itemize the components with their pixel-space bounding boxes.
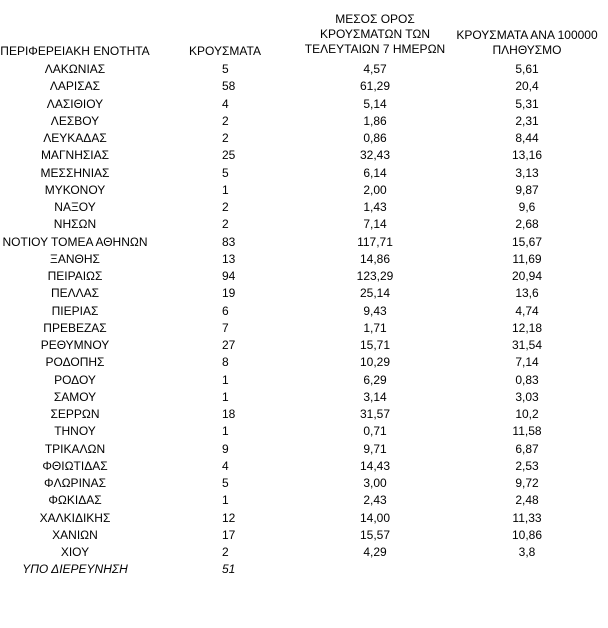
cases-cell: 1 [222, 372, 229, 387]
avg-cell: 14,43 [359, 458, 391, 473]
header-seven-day-average [300, 12, 450, 57]
per-100000-cell: 7,14 [515, 355, 539, 370]
region-cell: ΦΩΚΙΔΑΣ [48, 493, 102, 508]
avg-cell: 25,14 [359, 286, 391, 301]
cases-cell: 1 [222, 424, 229, 439]
region-cell: ΛΕΥΚΑΔΑΣ [43, 131, 107, 145]
cases-cell: 1 [222, 493, 229, 508]
cases-cell: 4 [222, 458, 229, 473]
header-per-line-2: ΠΛΗΘΥΣΜΟ [492, 43, 562, 57]
region-cell: ΡΟΔΟΠΗΣ [45, 355, 105, 370]
cases-cell: 2 [222, 217, 229, 232]
region-cell: ΦΘΙΩΤΙΔΑΣ [42, 458, 108, 473]
avg-cell: 14,00 [359, 510, 391, 525]
avg-cell: 4,29 [363, 545, 387, 559]
avg-cell: 1,86 [363, 113, 387, 128]
cases-cell: 7 [222, 320, 229, 335]
region-cell: ΜΕΣΣΗΝΙΑΣ [40, 165, 110, 180]
per-100000-cell: 4,74 [515, 303, 539, 318]
cases-cell: 1 [222, 182, 229, 197]
cases-cell: 25 [222, 148, 236, 163]
avg-cell: 6,29 [363, 372, 387, 387]
cases-cell: 94 [222, 269, 236, 283]
avg-cell: 14,86 [359, 251, 391, 266]
avg-cell: 15,71 [359, 338, 391, 352]
region-cell: ΠΕΛΛΑΣ [50, 286, 100, 301]
header-avg-line-2: ΚΡΟΥΣΜΑΤΩΝ ΤΩΝ [319, 27, 431, 41]
table-row [0, 527, 608, 544]
region-cell: ΠΙΕΡΙΑΣ [51, 303, 99, 318]
per-100000-cell: 13,6 [515, 286, 539, 301]
per-100000-cell: 11,58 [512, 424, 542, 439]
table-row [0, 441, 608, 458]
region-cell: ΤΗΝΟΥ [54, 424, 96, 439]
region-cell: ΣΕΡΡΩΝ [50, 407, 100, 421]
cases-cell: 12 [222, 510, 236, 525]
table-row [0, 303, 608, 320]
cases-cell: 58 [222, 79, 236, 94]
avg-cell: 32,43 [359, 148, 391, 163]
table-row [0, 458, 608, 475]
cases-cell: 5 [222, 62, 229, 76]
region-cell: ΡΕΘΥΜΝΟΥ [40, 338, 110, 352]
table-row [0, 285, 608, 302]
cases-cell: 13 [222, 251, 236, 266]
table-row [0, 354, 608, 371]
region-cell: ΜΑΓΝΗΣΙΑΣ [40, 148, 110, 163]
region-cell: ΜΥΚΟΝΟΥ [44, 182, 106, 197]
cases-cell: 9 [222, 441, 229, 456]
per-100000-cell: 20,4 [515, 79, 539, 94]
region-cell: ΝΗΣΩΝ [53, 217, 97, 232]
region-cell: ΛΑΣΙΘΙΟΥ [46, 96, 104, 111]
avg-cell: 15,57 [359, 527, 391, 542]
cases-cell: 4 [222, 96, 229, 111]
per-100000-cell: 31,54 [511, 338, 543, 352]
region-cell: ΛΕΣΒΟΥ [50, 113, 100, 128]
per-100000-cell: 0,83 [515, 372, 539, 387]
avg-cell: 2,43 [363, 493, 387, 508]
cases-cell: 18 [222, 407, 236, 421]
per-100000-cell: 8,44 [515, 131, 539, 145]
table-row [0, 113, 608, 130]
per-100000-cell: 3,8 [518, 545, 536, 559]
header-avg-line-3: ΤΕΛΕΥΤΑΙΩΝ 7 ΗΜΕΡΩΝ [304, 42, 446, 56]
per-100000-cell: 3,03 [515, 389, 539, 404]
table-row [0, 320, 608, 337]
per-100000-cell: 11,33 [512, 510, 542, 525]
cases-cell: 2 [222, 113, 229, 128]
under-investigation-label: ΥΠΟ ΔΙΕΡΕΥΝΗΣΗ [22, 562, 128, 577]
per-100000-cell: 6,87 [515, 441, 539, 456]
avg-cell: 6,14 [363, 165, 387, 180]
per-100000-cell: 2,53 [515, 458, 539, 473]
per-100000-cell: 10,2 [515, 407, 539, 421]
per-100000-cell: 20,94 [511, 269, 543, 283]
region-cell: ΡΟΔΟΥ [54, 372, 96, 387]
cases-cell: 6 [222, 303, 229, 318]
table-row [0, 251, 608, 268]
table-row [0, 130, 608, 147]
per-100000-cell: 11,69 [512, 251, 542, 266]
table-row [0, 337, 608, 354]
cases-cell: 2 [222, 200, 229, 214]
per-100000-cell: 13,16 [511, 148, 543, 163]
region-cell: ΞΑΝΘΗΣ [50, 251, 100, 266]
region-cell: ΛΑΡΙΣΑΣ [49, 79, 101, 94]
per-100000-cell: 2,31 [515, 113, 539, 128]
region-cell: ΠΡΕΒΕΖΑΣ [43, 320, 107, 335]
header-region: ΠΕΡΙΦΕΡΕΙΑΚΗ ΕΝΟΤΗΤΑ [0, 44, 150, 58]
table-row [0, 475, 608, 492]
table-row [0, 544, 608, 561]
per-100000-cell: 9,6 [518, 200, 536, 214]
header-cases-per-100000 [446, 28, 608, 58]
avg-cell: 0,86 [363, 131, 387, 145]
cases-cell: 1 [222, 389, 229, 404]
cases-cell: 5 [222, 476, 229, 490]
avg-cell: 123,29 [356, 269, 394, 283]
region-cell: ΧΙΟΥ [60, 545, 90, 559]
per-100000-cell: 2,68 [515, 217, 539, 232]
table-row [0, 492, 608, 509]
per-100000-cell: 9,72 [515, 476, 539, 490]
under-investigation-row [0, 561, 608, 578]
table-row [0, 78, 608, 95]
under-investigation-cases: 51 [222, 562, 236, 577]
avg-cell: 1,71 [363, 320, 387, 335]
avg-cell: 10,29 [359, 355, 391, 370]
avg-cell: 7,14 [363, 217, 387, 232]
avg-cell: 1,43 [363, 200, 387, 214]
header-cases: ΚΡΟΥΣΜΑΤΑ [189, 44, 261, 58]
avg-cell: 117,71 [357, 234, 393, 249]
avg-cell: 9,43 [363, 303, 387, 318]
cases-cell: 83 [222, 234, 236, 249]
avg-cell: 3,00 [363, 476, 387, 490]
region-cell: ΦΛΩΡΙΝΑΣ [44, 476, 106, 490]
per-100000-cell: 12,18 [511, 320, 543, 335]
avg-cell: 31,57 [359, 407, 391, 421]
table-body [0, 61, 608, 579]
region-cell: ΧΑΝΙΩΝ [52, 527, 98, 542]
avg-cell: 3,14 [363, 389, 387, 404]
avg-cell: 61,29 [359, 79, 391, 94]
region-cell: ΝΟΤΙΟΥ ΤΟΜΕΑ ΑΘΗΝΩΝ [2, 234, 148, 249]
avg-cell: 2,00 [363, 182, 387, 197]
per-100000-cell: 15,67 [511, 234, 543, 249]
header-avg-line-1: ΜΕΣΟΣ ΟΡΟΣ [335, 12, 415, 26]
table-row [0, 182, 608, 199]
region-cell: ΧΑΛΚΙΔΙΚΗΣ [39, 510, 111, 525]
table-row [0, 234, 608, 251]
region-cell: ΛΑΚΩΝΙΑΣ [44, 62, 106, 76]
per-100000-cell: 2,48 [515, 493, 539, 508]
avg-cell: 9,71 [363, 441, 387, 456]
per-100000-cell: 9,87 [515, 182, 539, 197]
avg-cell: 4,57 [363, 62, 387, 76]
cases-cell: 2 [222, 131, 229, 145]
per-100000-cell: 3,13 [515, 165, 539, 180]
cases-cell: 8 [222, 355, 229, 370]
table-row [0, 389, 608, 406]
table-row [0, 406, 608, 423]
table-row [0, 165, 608, 182]
region-cell: ΣΑΜΟΥ [53, 389, 97, 404]
header-per-line-1: ΚΡΟΥΣΜΑΤΑ ΑΝΑ 100000 [456, 28, 598, 42]
avg-cell: 5,14 [363, 96, 387, 111]
table-row [0, 147, 608, 164]
per-100000-cell: 5,61 [515, 62, 539, 76]
region-cell: ΝΑΞΟΥ [54, 200, 96, 214]
cases-cell: 17 [222, 527, 236, 542]
table-row [0, 216, 608, 233]
table-row [0, 96, 608, 113]
table-row [0, 268, 608, 285]
cases-cell: 2 [222, 545, 229, 559]
table-row [0, 199, 608, 216]
table-row [0, 61, 608, 78]
table-row [0, 423, 608, 440]
table-row [0, 510, 608, 527]
cases-cell: 19 [222, 286, 236, 301]
region-cell: ΠΕΙΡΑΙΩΣ [47, 269, 103, 283]
table-row [0, 372, 608, 389]
cases-cell: 5 [222, 165, 229, 180]
avg-cell: 0,71 [363, 424, 387, 439]
per-100000-cell: 10,86 [511, 527, 543, 542]
region-cell: ΤΡΙΚΑΛΩΝ [44, 441, 106, 456]
cases-cell: 27 [222, 338, 236, 352]
per-100000-cell: 5,31 [515, 96, 539, 111]
